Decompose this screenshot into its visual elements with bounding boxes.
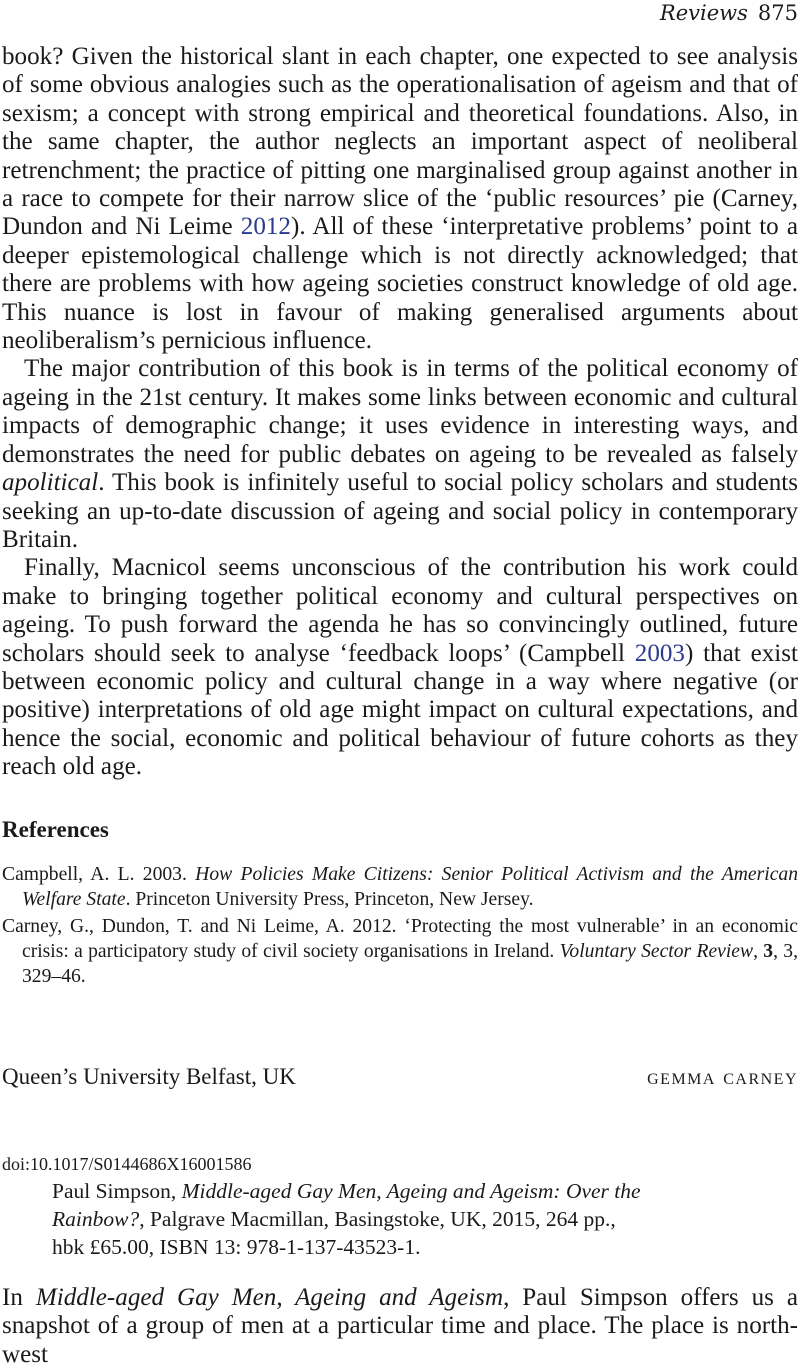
paragraph-3-text-a: Finally, Macnicol seems unconscious of the contribution his work could make to bringing together political economy and cultural perspectives on ageing. To push forward the agenda he has so convincingly outlined, future scholars should seek to analyse ‘feedback loops’ (Campbell <box>2 554 798 667</box>
book-author: Paul Simpson, <box>52 1179 182 1203</box>
ref-1-publisher: . Princeton University Press, Princeton, New Jersey. <box>125 889 534 910</box>
paragraph-2-text-b: . This book is infinitely useful to social policy scholars and students seeking an up-to-date discussion of ageing and social policy in contemporary Britain. <box>2 469 798 553</box>
paragraph-3 <box>2 554 798 781</box>
references-heading: References <box>2 817 109 842</box>
ref-2-pages: , 3, 329–46. <box>22 941 798 987</box>
page-number: 875 <box>757 1 798 25</box>
paragraph-3-text-b: ) that exist between economic policy and cultural change in a way where negative (or positive) interpretations of old age might impact on cultural expectations, and hence the social, economic and political behaviour of future cohorts as they reach old age. <box>2 639 798 781</box>
citation-link-2003[interactable]: 2003 <box>634 639 685 667</box>
reference-entry <box>2 914 798 989</box>
ref-1-authors: Campbell, A. L. 2003. <box>2 864 196 885</box>
running-head <box>660 0 798 28</box>
paragraph-1-text-b: ). All of these ‘interpretative problems’ point to a deeper epistemological challenge which is not directly acknowledged; that there are problems with how ageing societies construct knowledge of old age. This nuance is lost in favour of making generalised arguments about neoliberalism’s pernicious influence. <box>2 213 798 355</box>
ref-2-authors: Carney, G., Dundon, T. and Ni Leime, A. 2012. ‘Protecting the most vulnerable’ in an economic crisis: a participatory study of civil society organisations in Ireland. <box>2 916 798 962</box>
references-list <box>2 862 798 991</box>
doi-link[interactable]: doi:10.1017/S0144686X16001586 <box>2 1154 252 1174</box>
review-opening-text-a: In <box>2 1284 36 1311</box>
book-header-line-1 <box>52 1177 752 1205</box>
review-opening <box>2 1284 798 1369</box>
book-publisher: , Palgrave Macmillan, Basingstoke, UK, 2015, 264 pp., <box>139 1207 616 1231</box>
citation-link-2012[interactable]: 2012 <box>240 213 291 241</box>
reviewer-name: gemma carney <box>647 1064 798 1089</box>
book-header <box>52 1177 752 1261</box>
reference-entry <box>2 862 798 912</box>
paragraph-1 <box>2 43 798 355</box>
paragraph-2-emphasis: apolitical <box>2 469 99 497</box>
ref-1-title: How Policies Make Citizens: Senior Political Activism and the American Welfare State <box>22 864 798 910</box>
review-opening-title: Middle-aged Gay Men, Ageing and Ageism <box>35 1284 504 1311</box>
reviewer-affiliation: Queen’s University Belfast, UK <box>2 1064 296 1089</box>
review-opening-text-b: , Paul Simpson offers us a snapshot of a group of men at a particular time and place. The place is north-west <box>2 1284 798 1368</box>
paragraph-1-text-a: book? Given the historical slant in each chapter, one expected to see analysis of some obvious analogies such as the operationalisation of ageism and that of sexism; a concept with strong empirical and theoretical foundations. Also, in the same chapter, the author neglects an important aspect of neoliberal retrenchment; the practice of pitting one marginalised group against another in a race to compete for their narrow slice of the ‘public resources’ pie (Carney, Dundon and Ni Leime <box>2 43 798 241</box>
paragraph-2-text-a: The major contribution of this book is in terms of the political economy of ageing in the 21st century. It makes some links between economic and cultural impacts of demographic change; it uses evidence in interesting ways, and demonstrates the need for public debates on ageing to be revealed as falsely <box>2 355 798 468</box>
review-body <box>2 43 798 782</box>
paragraph-2 <box>2 355 798 554</box>
reviewer-signature <box>2 1062 798 1092</box>
book-title-part-2: Rainbow? <box>52 1207 140 1231</box>
book-title-part-1: Middle-aged Gay Men, Ageing and Ageism: Over the <box>181 1179 641 1203</box>
ref-2-volume: 3 <box>763 941 774 962</box>
ref-2-separator: , <box>753 941 764 962</box>
book-header-line-2 <box>52 1205 752 1233</box>
book-header-line-3: hbk £65.00, ISBN 13: 978-1-137-43523-1. <box>52 1235 421 1259</box>
running-head-title: Reviews <box>659 1 748 25</box>
ref-2-journal: Voluntary Sector Review <box>559 941 754 962</box>
